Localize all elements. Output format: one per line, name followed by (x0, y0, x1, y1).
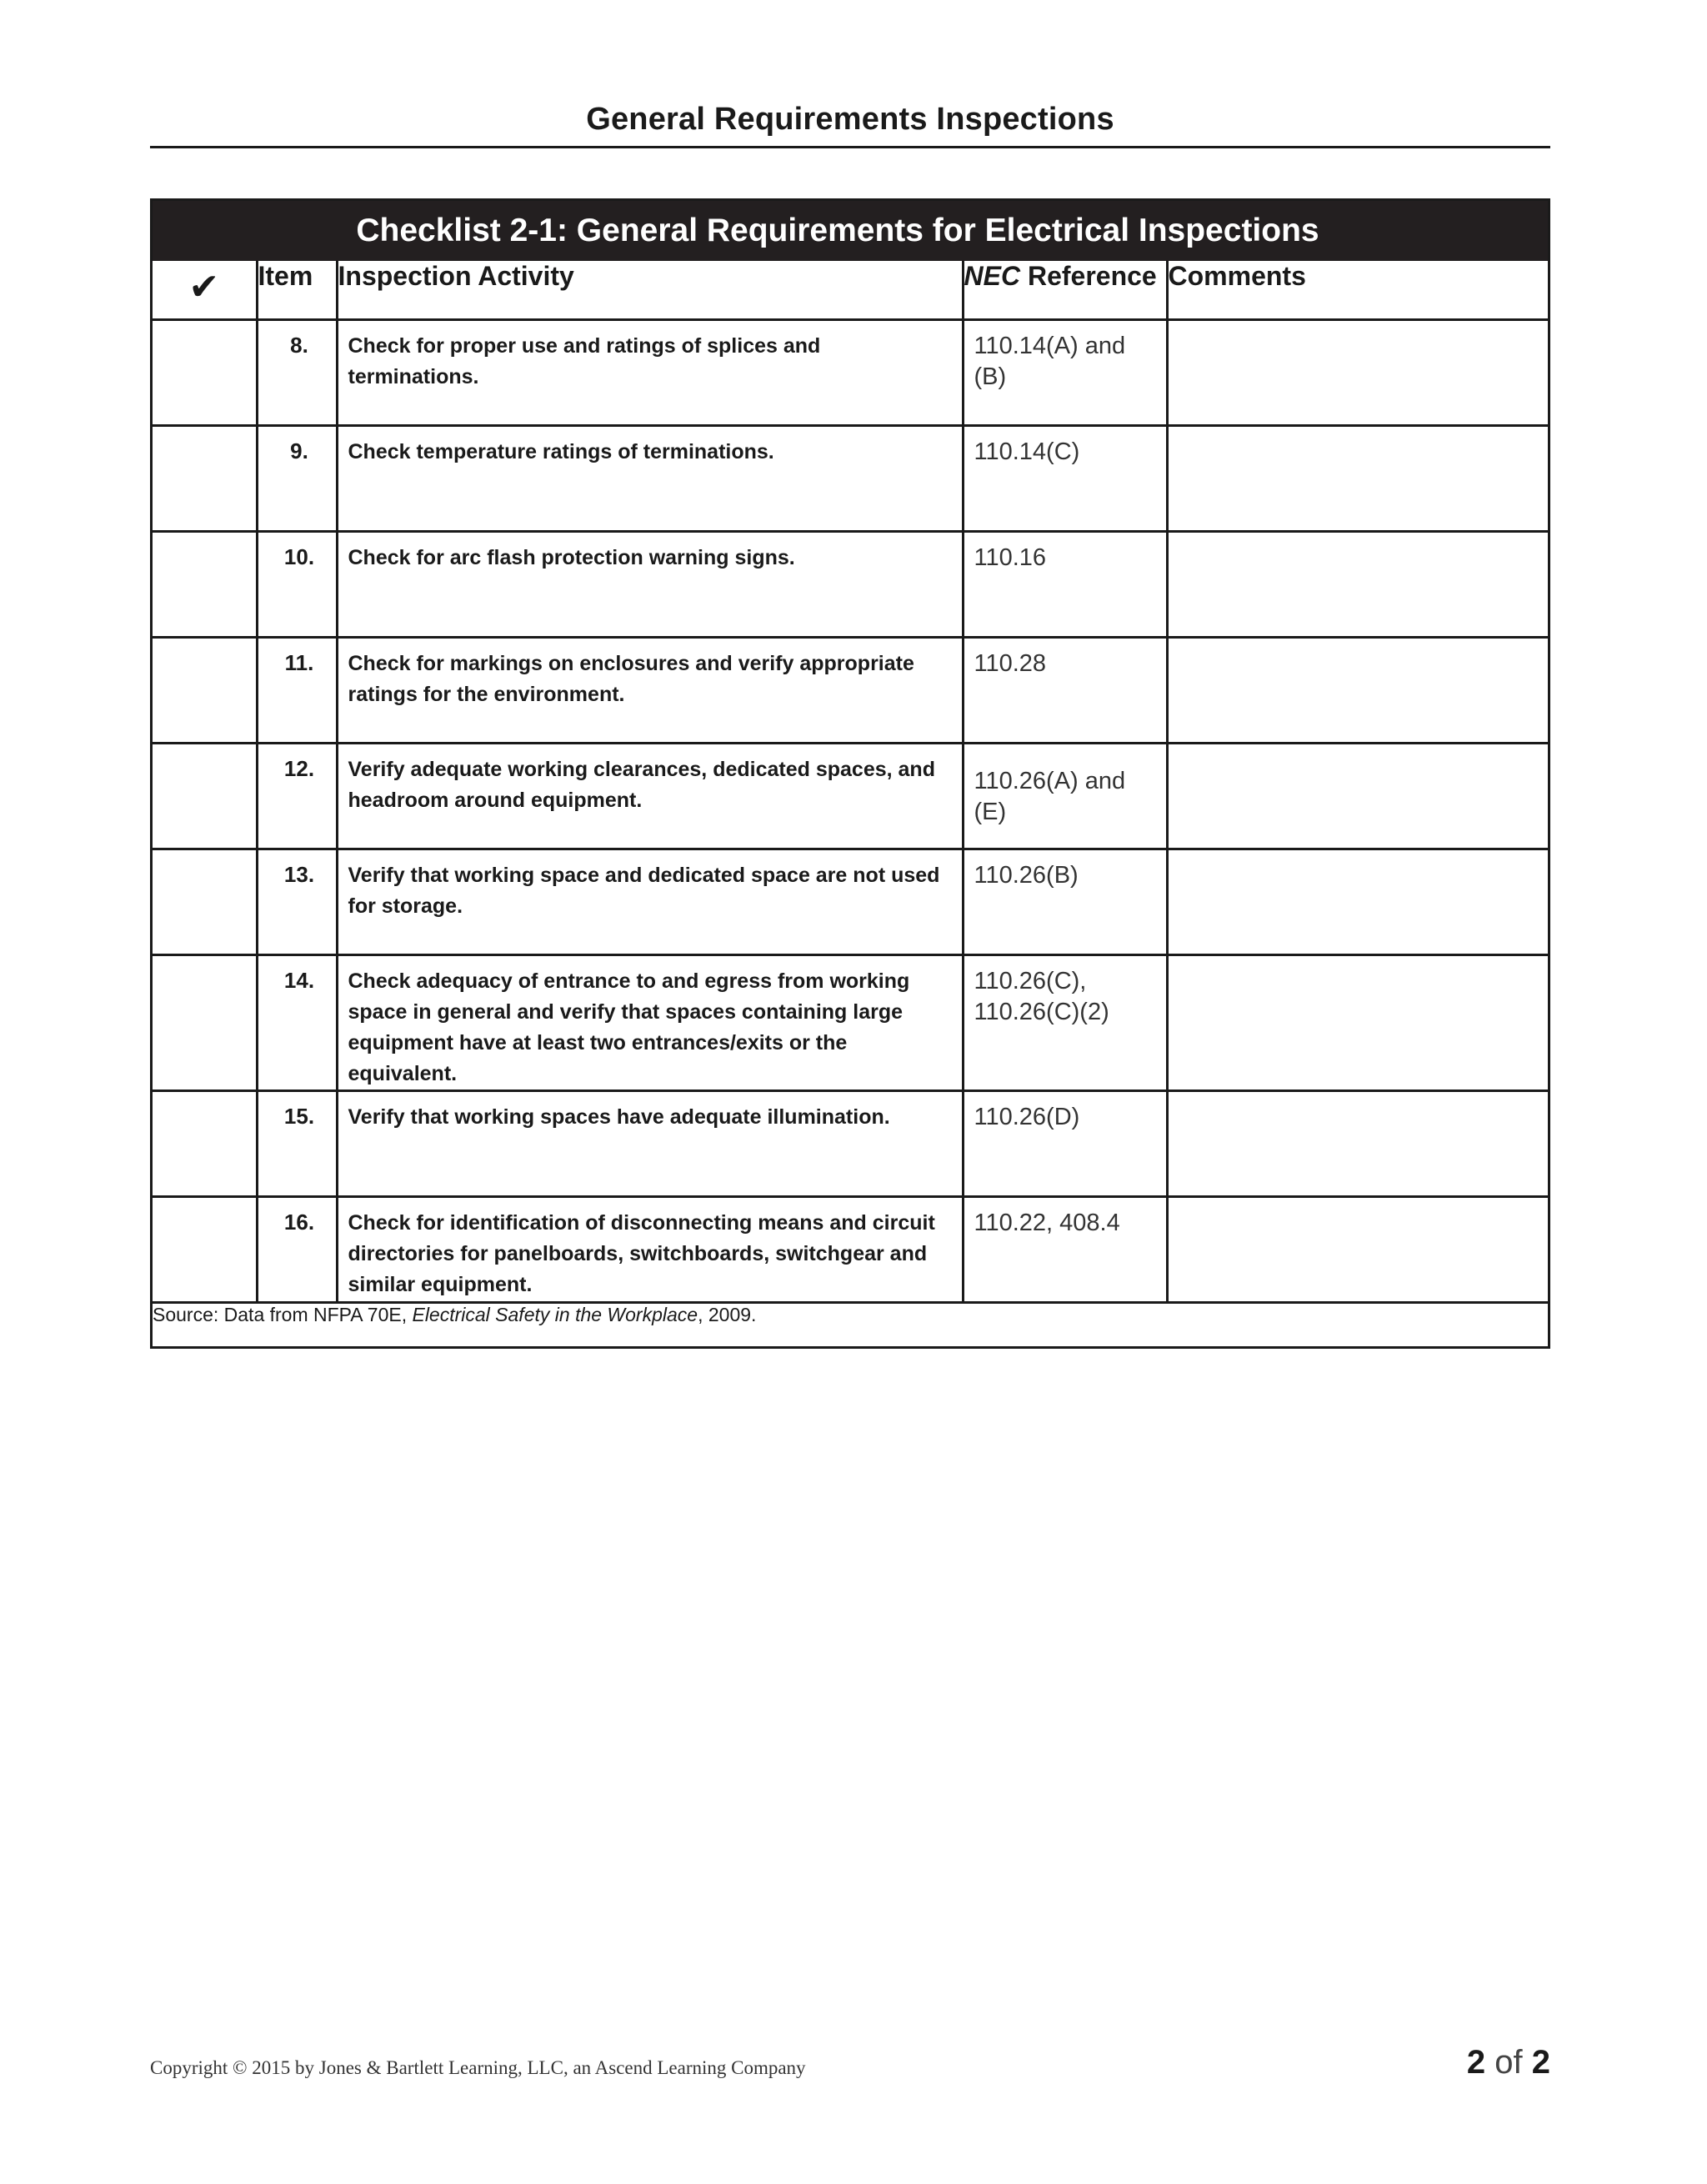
checkmark-icon: ✔ (153, 261, 257, 319)
column-header-activity: Inspection Activity (337, 261, 963, 319)
check-cell[interactable] (153, 637, 257, 743)
comments-cell[interactable] (1167, 319, 1548, 425)
item-number: 15. (257, 1090, 337, 1196)
checklist-table (150, 198, 1550, 1349)
inspection-activity: Check for arc flash protection warning signs. (337, 531, 963, 637)
inspection-activity: Check for markings on enclosures and verify appropriate ratings for the environment. (337, 637, 963, 743)
check-cell[interactable] (153, 425, 257, 531)
inspection-activity: Check temperature ratings of terminations. (337, 425, 963, 531)
table-row (153, 425, 1548, 531)
table-row (153, 743, 1548, 849)
comments-cell[interactable] (1167, 637, 1548, 743)
item-number: 13. (257, 849, 337, 954)
reference-label: Reference (1020, 261, 1157, 291)
nec-reference: 110.22, 408.4 (963, 1196, 1167, 1302)
nec-reference: 110.14(C) (963, 425, 1167, 531)
check-cell[interactable] (153, 849, 257, 954)
check-cell[interactable] (153, 1090, 257, 1196)
column-header-comments: Comments (1167, 261, 1548, 319)
table-row (153, 531, 1548, 637)
item-number: 8. (257, 319, 337, 425)
source-prefix: Source: Data from NFPA 70E, (153, 1303, 413, 1325)
comments-cell[interactable] (1167, 743, 1548, 849)
item-number: 11. (257, 637, 337, 743)
table-row (153, 1196, 1548, 1302)
checklist-title: Checklist 2-1: General Requirements for Electrical Inspections (cont.) (356, 213, 1319, 308)
page-total: 2 (1531, 2044, 1550, 2081)
nec-reference: 110.28 (963, 637, 1167, 743)
item-number: 10. (257, 531, 337, 637)
comments-cell[interactable] (1167, 531, 1548, 637)
check-cell[interactable] (153, 319, 257, 425)
inspection-activity: Check for identification of disconnecting means and circuit directories for panelboards, switchboards, switchgear and similar equipment. (337, 1196, 963, 1302)
nec-reference: 110.26(A) and (E) (963, 743, 1167, 849)
nec-reference: 110.16 (963, 531, 1167, 637)
inspection-activity: Verify that working spaces have adequate illumination. (337, 1090, 963, 1196)
source-row (153, 1302, 1548, 1382)
comments-cell[interactable] (1167, 425, 1548, 531)
item-number: 16. (257, 1196, 337, 1302)
source-suffix: , 2009. (698, 1303, 757, 1325)
item-number: 14. (257, 954, 337, 1090)
check-cell[interactable] (153, 743, 257, 849)
page-title: General Requirements Inspections (586, 102, 1114, 137)
column-header-item: Item (257, 261, 337, 319)
table-row (153, 637, 1548, 743)
checklist-grid (153, 261, 1548, 1382)
source-title: Electrical Safety in the Workplace (412, 1303, 698, 1325)
check-cell[interactable] (153, 531, 257, 637)
nec-reference: 110.26(C), 110.26(C)(2) (963, 954, 1167, 1090)
table-row (153, 319, 1548, 425)
inspection-activity: Verify adequate working clearances, dedicated spaces, and headroom around equipment. (337, 743, 963, 849)
column-header-reference (963, 261, 1167, 319)
comments-cell[interactable] (1167, 849, 1548, 954)
source-note (153, 1302, 1548, 1382)
nec-reference: 110.26(B) (963, 849, 1167, 954)
page-number (1467, 2044, 1550, 2081)
inspection-activity: Check for proper use and ratings of splices and terminations. (337, 319, 963, 425)
inspection-activity: Check adequacy of entrance to and egress from working space in general and verify that spaces containing large equipment have at least two entrances/exits or the equivalent. (337, 954, 963, 1090)
header-row (153, 261, 1548, 319)
table-row (153, 849, 1548, 954)
item-number: 9. (257, 425, 337, 531)
nec-label: NEC (964, 261, 1021, 291)
inspection-activity: Verify that working space and dedicated space are not used for storage. (337, 849, 963, 954)
copyright-notice: Copyright © 2015 by Jones & Bartlett Learning, LLC, an Ascend Learning Company (150, 2057, 806, 2078)
page-header (150, 100, 1550, 148)
check-cell[interactable] (153, 1196, 257, 1302)
comments-cell[interactable] (1167, 1196, 1548, 1302)
table-row (153, 954, 1548, 1090)
item-number: 12. (257, 743, 337, 849)
page-current: 2 (1466, 2044, 1486, 2081)
comments-cell[interactable] (1167, 1090, 1548, 1196)
table-row (153, 1090, 1548, 1196)
nec-reference: 110.26(D) (963, 1090, 1167, 1196)
comments-cell[interactable] (1167, 954, 1548, 1090)
page-of-label: of (1494, 2044, 1523, 2081)
check-cell[interactable] (153, 954, 257, 1090)
nec-reference: 110.14(A) and (B) (963, 319, 1167, 425)
